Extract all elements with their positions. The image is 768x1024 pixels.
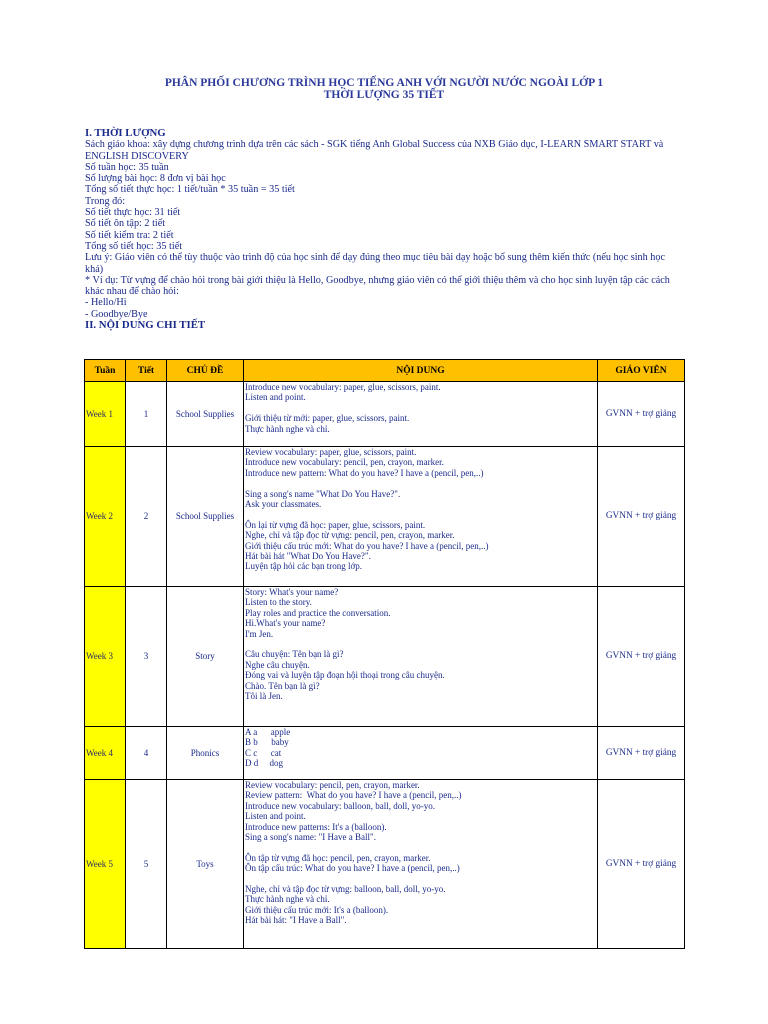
content-line [245,478,597,488]
content-line: Hi.What's your name? [245,618,326,629]
content-cell [244,727,598,780]
week-cell: Week 5 [85,780,126,949]
period-cell: 1 [126,382,167,447]
content-line: Luyện tập hỏi các bạn trong lớp. [245,561,362,572]
content-line: Introduce new vocabulary: balloon, ball, doll, yo-yo. [245,800,435,811]
content-line: Giới thiệu cấu trúc mới: What do you have? I have a (pencil, pen,..) [245,540,489,551]
content-line: B b baby [245,737,289,748]
content-line: Review vocabulary: pencil, pen, crayon, marker. [245,780,420,790]
goodbye-text: - Goodbye/Bye [85,308,148,320]
table-row [85,382,685,447]
teacher-cell: GVNN + trợ giảng [598,780,685,949]
topic-cell: Phonics [167,727,244,780]
content-line: Giới thiệu cấu trúc mới: It's a (balloon). [245,904,389,915]
teacher-cell: GVNN + trợ giảng [598,587,685,727]
note-text: Lưu ý: Giáo viên có thể tùy thuộc vào trình độ của học sinh để dạy đúng theo mục tiêu bài dạy hoặc bổ sung thêm kiến thức (nếu học sinh học khá) [85,252,665,275]
sum-periods-text: Tổng số tiết học: 35 tiết [85,240,183,252]
content-line [245,509,597,519]
content-line: Câu chuyện: Tên bạn là gì? [245,649,344,660]
content-line: Thực hành nghe và chỉ. [245,423,330,434]
header-topic: CHỦ ĐỀ [167,360,244,382]
table-header-row [85,360,685,382]
content-line: Nghe, chỉ và tập đọc từ vựng: balloon, ball, doll, yo-yo. [245,884,446,895]
header-period: Tiết [126,360,167,382]
content-line: Sing a song's name "What Do You Have?". [245,488,401,499]
content-cell [244,587,598,727]
content-line: I'm Jen. [245,628,274,639]
content-line: Sing a song's name: "I Have a Ball". [245,832,376,843]
teacher-cell: GVNN + trợ giảng [598,727,685,780]
content-line: Review pattern: What do you have? I have a (pencil, pen,..) [245,790,462,801]
teacher-cell: GVNN + trợ giảng [598,382,685,447]
content-line [245,842,597,852]
content-line: Listen and point. [245,392,306,403]
content-line: Listen to the story. [245,597,312,608]
header-content: NỘI DUNG [244,360,598,382]
topic-cell: Story [167,587,244,727]
content-line [245,874,597,884]
content-line: Story: What's your name? [245,587,339,597]
content-line: Hát bài hát: "I Have a Ball". [245,915,347,926]
content-line: Chào. Tên bạn là gì? [245,680,320,691]
content-line: Hát bài hát "What Do You Have?". [245,551,371,562]
content-cell [244,447,598,587]
section-heading-content: II. NỘI DUNG CHI TIẾT [85,319,206,332]
total-periods-text: Tổng số tiết thực học: 1 tiết/tuần * 35 tuần = 35 tiết [85,184,295,196]
content-cell [244,780,598,949]
topic-cell: Toys [167,780,244,949]
teacher-cell: GVNN + trợ giảng [598,447,685,587]
table-row [85,780,685,949]
table-row [85,587,685,727]
document-title-line1: PHÂN PHỐI CHƯƠNG TRÌNH HỌC TIẾNG ANH VỚI NGƯỜI NƯỚC NGOÀI LỚP 1 [164,77,604,89]
hello-text: - Hello/Hi [85,297,127,309]
content-line: Nghe, chỉ và tập đọc từ vựng: pencil, pen, crayon, marker. [245,530,455,541]
content-line: C c cat [245,747,282,758]
intro-section [85,128,675,331]
units-text: Số lượng bài học: 8 đơn vị bài học [85,173,226,185]
content-line: Review vocabulary: paper, glue, scissors, paint. [245,447,417,457]
week-cell: Week 2 [85,447,126,587]
section-heading-duration: I. THỜI LƯỢNG [85,127,166,139]
table-body [85,382,685,949]
content-line [245,639,597,649]
week-cell: Week 4 [85,727,126,780]
content-line: Introduce new patterns: It's a (balloon). [245,821,387,832]
weeks-text: Số tuần học: 35 tuần [85,161,169,173]
document-title-line2: THỜI LƯỢNG 35 TIẾT [323,89,445,101]
week-cell: Week 3 [85,587,126,727]
content-line: Nghe câu chuyện. [245,659,310,670]
textbook-text: Sách giáo khoa: xây dựng chương trình dựa trên các sách - SGK tiếng Anh Global Success của NXB Giáo dục, I-LEARN SMART START và ENGLISH DISCOVERY [85,139,664,162]
content-line: Introduce new vocabulary: paper, glue, scissors, paint. [245,382,441,392]
content-line: Đóng vai và luyện tập đoạn hội thoại trong câu chuyện. [245,670,445,681]
topic-cell: School Supplies [167,382,244,447]
table-row [85,727,685,780]
header-teacher: GIÁO VIÊN [598,360,685,382]
content-line: Play roles and practice the conversation. [245,607,391,618]
content-line: Introduce new pattern: What do you have? I have a (pencil, pen,..) [245,467,484,478]
content-cell [244,382,598,447]
topic-cell: School Supplies [167,447,244,587]
practice-periods-text: Số tiết thực học: 31 tiết [85,207,181,219]
week-cell: Week 1 [85,382,126,447]
example-text: * Ví dụ: Từ vựng để chào hỏi trong bài giới thiệu là Hello, Goodbye, nhưng giáo viên có thể giới thiệu thêm và cho học sinh luyện tập các cách khác nhau để chào hỏi: [85,274,670,298]
period-cell: 2 [126,447,167,587]
table-row [85,447,685,587]
content-line: Ôn lại từ vựng đã học: paper, glue, scissors, paint. [245,519,426,530]
content-line: Introduce new vocabulary: pencil, pen, crayon, marker. [245,457,444,468]
content-line: Ôn tập cấu trúc: What do you have? I have a (pencil, pen,..) [245,863,460,874]
content-line: Ôn tập từ vựng đã học: pencil, pen, crayon, marker. [245,852,431,863]
content-line [245,403,597,413]
header-week: Tuần [85,360,126,382]
content-line: A a apple [245,727,291,737]
content-line: Tôi là Jen. [245,691,283,702]
curriculum-table [84,359,685,949]
review-periods-text: Số tiết ôn tập: 2 tiết [85,218,166,230]
content-line: Listen and point. [245,811,306,822]
test-periods-text: Số tiết kiểm tra: 2 tiết [85,229,174,241]
content-line: D d dog [245,758,283,769]
among-text: Trong đó: [85,195,126,207]
content-line: Thực hành nghe và chỉ. [245,894,330,905]
content-line: Ask your classmates. [245,499,322,510]
content-line: Giới thiệu từ mới: paper, glue, scissors, paint. [245,413,410,424]
period-cell: 5 [126,780,167,949]
period-cell: 3 [126,587,167,727]
period-cell: 4 [126,727,167,780]
